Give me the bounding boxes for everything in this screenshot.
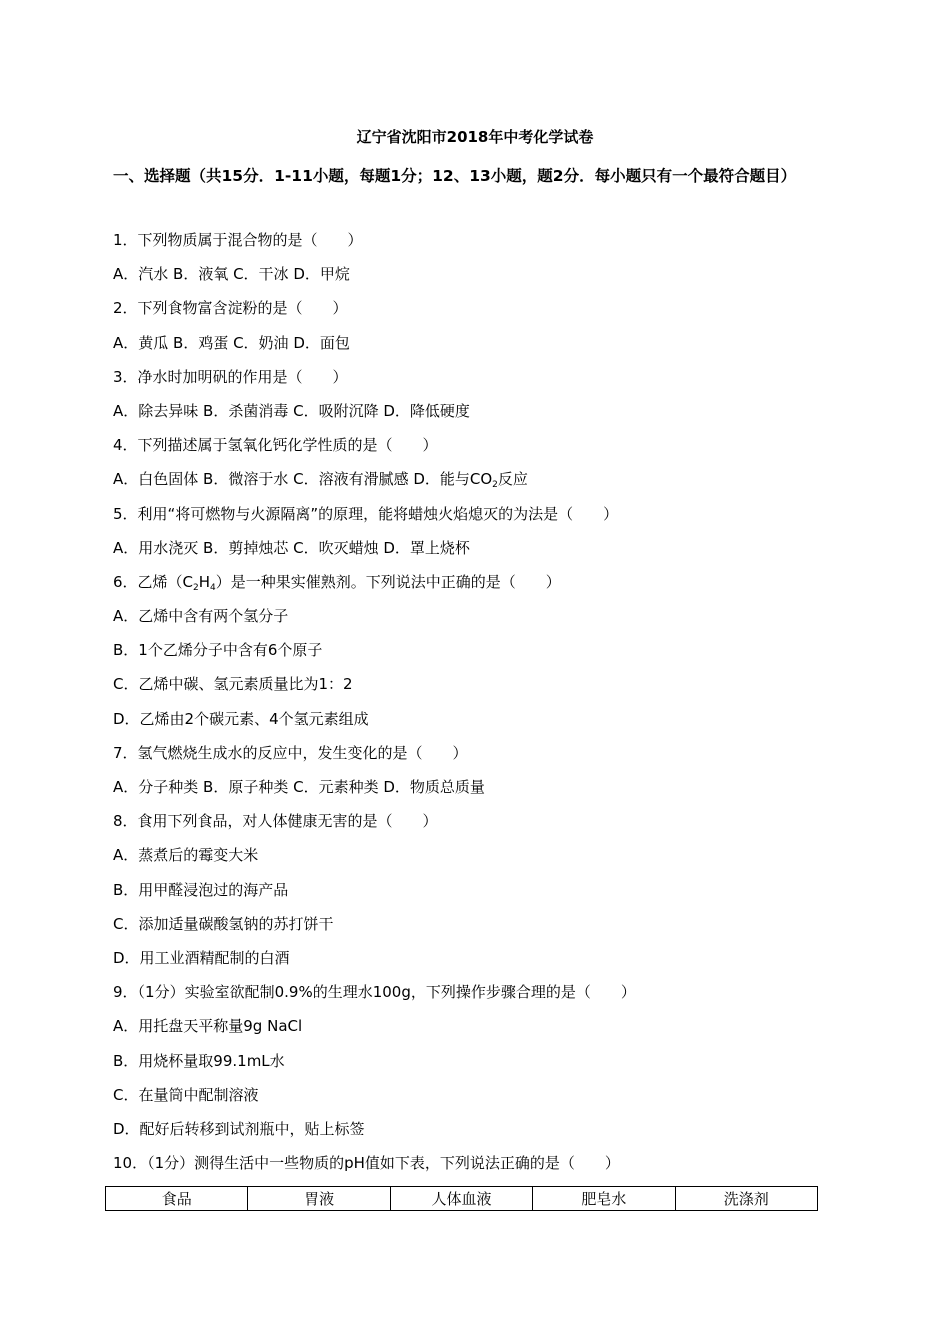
question-option: C．添加适量碳酸氢钠的苏打饼干: [113, 914, 334, 933]
question-stem: 7．氢气燃烧生成水的反应中，发生变化的是（ ）: [113, 743, 468, 762]
question-stem: 4．下列描述属于氢氧化钙化学性质的是（ ）: [113, 436, 438, 455]
question-option: B．用烧杯量取99.1mL水: [113, 1051, 285, 1070]
section-heading: 一、选择题（共15分．1-11小题，每题1分；12、13小题，题2分．每小题只有一个最符合题目）: [113, 167, 797, 185]
question-options: A．用水浇灭 B．剪掉烛芯 C．吹灭蜡烛 D．罩上烧杯: [113, 538, 470, 557]
stem-text: H: [198, 572, 211, 591]
question-stem: 10．（1分）测得生活中一些物质的pH值如下表，下列说法正确的是（ ）: [113, 1154, 620, 1173]
question-option: B．用甲醛浸泡过的海产品: [113, 880, 289, 899]
table-header-cell: 食品: [106, 1187, 248, 1211]
stem-text: ）是一种果实催熟剂。下列说法中正确的是（ ）: [215, 572, 561, 591]
question-options: [113, 468, 843, 502]
subscript: 2: [193, 582, 199, 593]
table-header-cell: 人体血液: [390, 1187, 532, 1211]
question-option: D．乙烯由2个碳元素、4个氢元素组成: [113, 709, 369, 728]
question-option: D．用工业酒精配制的白酒: [113, 948, 290, 967]
table-header-cell: 洗涤剂: [675, 1187, 817, 1211]
question-option: C．在量筒中配制溶液: [113, 1085, 259, 1104]
table-header-row: [106, 1187, 818, 1211]
question-option: A．乙烯中含有两个氢分子: [113, 607, 289, 626]
question-list: [113, 229, 843, 1186]
question-option: B．1个乙烯分子中含有6个原子: [113, 641, 323, 660]
table-header-cell: 胃液: [248, 1187, 390, 1211]
question-stem: 9．（1分）实验室欲配制0.9%的生理水100g，下列操作步骤合理的是（ ）: [113, 983, 636, 1002]
subscript: 4: [210, 582, 216, 593]
page-title: 辽宁省沈阳市2018年中考化学试卷: [356, 128, 594, 146]
question-option: C．乙烯中碳、氢元素质量比为1：2: [113, 675, 353, 694]
question-stem: 5．利用“将可燃物与火源隔离”的原理，能将蜡烛火焰熄灭的为法是（ ）: [113, 504, 619, 523]
option-text: 反应: [497, 470, 528, 489]
subscript: 2: [492, 480, 498, 491]
stem-text: 6．乙烯（C: [113, 572, 194, 591]
question-options: A．除去异味 B．杀菌消毒 C．吸附沉降 D．降低硬度: [113, 401, 470, 420]
question-option: A．用托盘天平称量9g NaCl: [113, 1017, 303, 1036]
question-options: A．汽水 B．液氧 C．干冰 D．甲烷: [113, 265, 350, 284]
question-stem: 2．下列食物富含淀粉的是（ ）: [113, 299, 348, 318]
question-option: D．配好后转移到试剂瓶中，贴上标签: [113, 1119, 365, 1138]
question-stem: 8．食用下列食品，对人体健康无害的是（ ）: [113, 812, 438, 831]
question-options: A．分子种类 B．原子种类 C．元素种类 D．物质总质量: [113, 778, 485, 796]
table-header-cell: 肥皂水: [533, 1187, 675, 1211]
option-text: A．白色固体 B．微溶于水 C．溶液有滑腻感 D．能与CO: [113, 470, 493, 489]
question-stem: [113, 571, 843, 605]
ph-table: [105, 1186, 818, 1211]
question-stem: 1．下列物质属于混合物的是（ ）: [113, 231, 363, 249]
question-stem: 3．净水时加明矾的作用是（ ）: [113, 367, 348, 386]
question-option: A．蒸煮后的霉变大米: [113, 846, 259, 865]
question-options: A．黄瓜 B．鸡蛋 C．奶油 D．面包: [113, 333, 350, 352]
